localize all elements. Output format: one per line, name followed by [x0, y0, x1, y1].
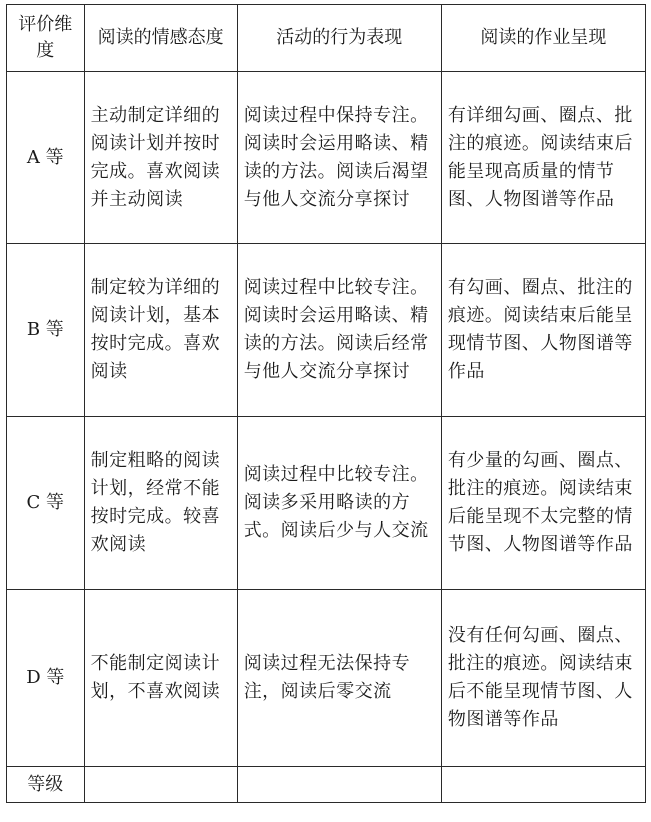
behavior-cell: 阅读过程中保持专注。阅读时会运用略读、精读的方法。阅读后渴望与他人交流分享探讨 [237, 72, 441, 244]
footer-row [7, 767, 646, 803]
evaluation-table [6, 4, 646, 803]
footer-behavior-cell [237, 767, 441, 803]
table-row [7, 244, 646, 417]
header-row [7, 5, 646, 72]
attitude-cell: 制定粗略的阅读计划，经常不能按时完成。较喜欢阅读 [84, 417, 237, 590]
table-row [7, 417, 646, 590]
header-behavior: 活动的行为表现 [237, 5, 441, 72]
attitude-cell: 不能制定阅读计划，不喜欢阅读 [84, 590, 237, 767]
behavior-cell: 阅读过程无法保持专注，阅读后零交流 [237, 590, 441, 767]
header-homework: 阅读的作业呈现 [441, 5, 645, 72]
header-dimension: 评价维度 [7, 5, 85, 72]
grade-label: D 等 [7, 590, 85, 767]
attitude-cell: 主动制定详细的阅读计划并按时完成。喜欢阅读并主动阅读 [84, 72, 237, 244]
header-attitude: 阅读的情感态度 [84, 5, 237, 72]
homework-cell: 有勾画、圈点、批注的痕迹。阅读结束后能呈现情节图、人物图谱等作品 [441, 244, 645, 417]
table-row [7, 72, 646, 244]
homework-cell: 有详细勾画、圈点、批注的痕迹。阅读结束后能呈现高质量的情节图、人物图谱等作品 [441, 72, 645, 244]
table-row [7, 590, 646, 767]
grade-label: B 等 [7, 244, 85, 417]
homework-cell: 有少量的勾画、圈点、批注的痕迹。阅读结束后能呈现不太完整的情节图、人物图谱等作品 [441, 417, 645, 590]
behavior-cell: 阅读过程中比较专注。阅读时会运用略读、精读的方法。阅读后经常与他人交流分享探讨 [237, 244, 441, 417]
grade-label: C 等 [7, 417, 85, 590]
behavior-cell: 阅读过程中比较专注。阅读多采用略读的方式。阅读后少与人交流 [237, 417, 441, 590]
grade-label: A 等 [7, 72, 85, 244]
footer-label: 等级 [7, 767, 85, 803]
attitude-cell: 制定较为详细的阅读计划，基本按时完成。喜欢阅读 [84, 244, 237, 417]
footer-attitude-cell [84, 767, 237, 803]
homework-cell: 没有任何勾画、圈点、批注的痕迹。阅读结束后不能呈现情节图、人物图谱等作品 [441, 590, 645, 767]
footer-homework-cell [441, 767, 645, 803]
